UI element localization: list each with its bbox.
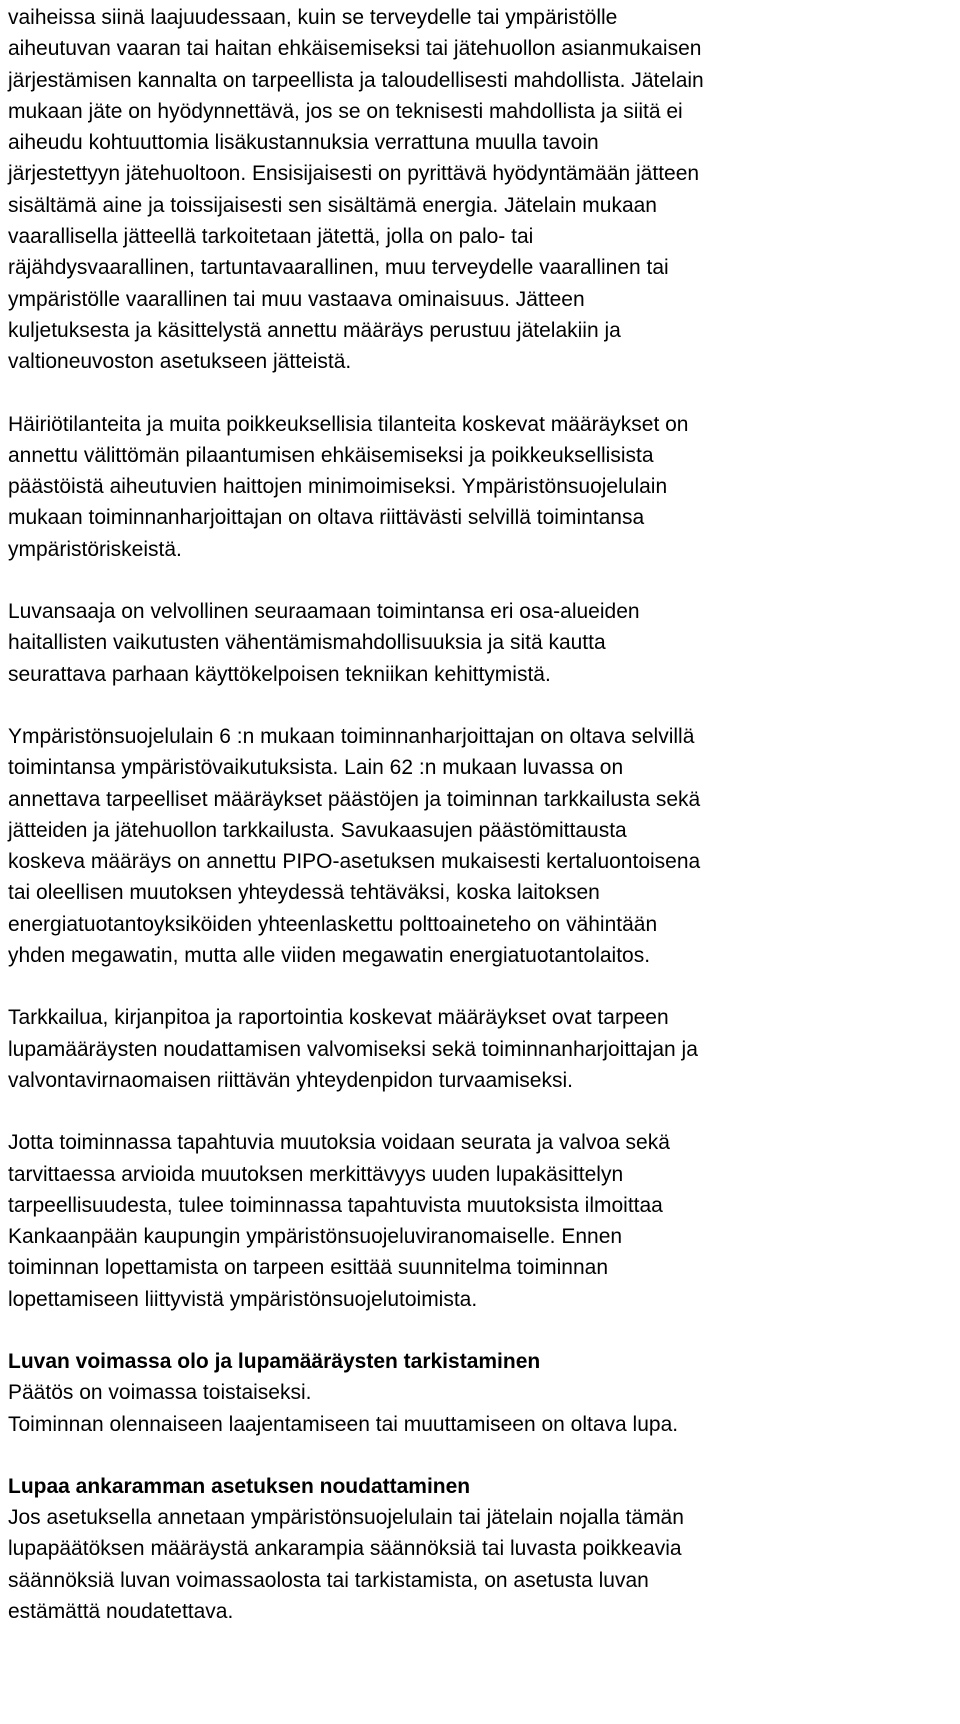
- stricter-decree-text: Jos asetuksella annetaan ympäristönsuojelulain tai jätelain nojalla tämän lupapäätöksen määräystä ankarampia säännöksiä tai luvasta poikkeavia säännöksiä luvan voimassaolosta tai tarkistamista, on asetusta luvan estämättä noudatettava.: [8, 1506, 684, 1624]
- validity-line-2: Toiminnan olennaiseen laajentamiseen tai muuttamiseen on oltava lupa.: [8, 1412, 679, 1436]
- validity-line-1: Päätös on voimassa toistaiseksi.: [8, 1381, 312, 1405]
- body-paragraph-incidents: Häiriötilanteita ja muita poikkeuksellisia tilanteita koskevat määräykset on annettu välittömän pilaantumisen ehkäisemiseksi ja poikkeuksellisista päästöistä aiheutuvien haittojen minimoimiseksi. Ympäristönsuojelulain mukaan toiminnanharjoittajan on oltava riittävästi selvillä toimintansa ympäristöriskeistä.: [8, 412, 689, 561]
- section-heading-validity: Luvan voimassa olo ja lupamääräysten tarkistaminen: [8, 1349, 541, 1373]
- section-validity: [8, 1346, 940, 1440]
- body-paragraph-monitoring: Ympäristönsuojelulain 6 :n mukaan toiminnanharjoittajan on oltava selvillä toimintansa ympäristövaikutuksista. Lain 62 :n mukaan luvassa on annettava tarpeelliset määräykset päästöjen ja toiminnan tarkkailusta sekä jätteiden ja jätehuollon tarkkailusta. Savukaasujen päästömittausta koskeva määräys on annettu PIPO-asetuksen mukaisesti kertaluontoisena tai oleellisen muutoksen yhteydessä tehtäväksi, koska laitoksen energiatuotantoyksiköiden yhteenlaskettu polttoaineteho on vähintään yhden megawatin, mutta alle viiden megawatin energiatuotantolaitos.: [8, 724, 701, 968]
- body-paragraph-best-techniques: Luvansaaja on velvollinen seuraamaan toimintansa eri osa-alueiden haitallisten vaikutusten vähentämismahdollisuuksia ja sitä kautta seurattava parhaan käyttökelpoisen tekniikan kehittymistä.: [8, 600, 640, 686]
- body-paragraph-changes: Jotta toiminnassa tapahtuvia muutoksia voidaan seurata ja valvoa sekä tarvittaessa arvioida muutoksen merkittävyys uuden lupakäsittelyn tarpeellisuudesta, tulee toiminnassa tapahtuvista muutoksista ilmoittaa Kankaanpään kaupungin ympäristönsuojeluviranomaiselle. Ennen toiminnan lopettamista on tarpeen esittää suunnitelma toiminnan lopettamiseen liittyvistä ympäristönsuojelutoimista.: [8, 1131, 670, 1311]
- section-stricter-decree: [8, 1471, 940, 1627]
- body-paragraph-waste-law: vaiheissa siinä laajuudessaan, kuin se terveydelle tai ympäristölle aiheutuvan vaaran tai haitan ehkäisemiseksi tai jätehuollon asianmukaisen järjestämisen kannalta on tarpeellista ja taloudellisesti mahdollista. Jätelain mukaan jäte on hyödynnettävä, jos se on teknisesti mahdollista ja siitä ei aiheudu kohtuuttomia lisäkustannuksia verrattuna muulla tavoin järjestettyyn jätehuoltoon. Ensisijaisesti on pyrittävä hyödyntämään jätteen sisältämä aine ja toissijaisesti sen sisältämä energia. Jätelain mukaan vaarallisella jätteellä tarkoitetaan jätettä, jolla on palo- tai räjähdysvaarallinen, tartuntavaarallinen, muu terveydelle vaarallinen tai ympäristölle vaarallinen tai muu vastaava ominaisuus. Jätteen kuljetuksesta ja käsittelystä annettu määräys perustuu jätelakiin ja valtioneuvoston asetukseen jätteistä.: [8, 6, 704, 374]
- section-heading-stricter-decree: Lupaa ankaramman asetuksen noudattaminen: [8, 1474, 471, 1498]
- body-paragraph-reporting: Tarkkailua, kirjanpitoa ja raportointia koskevat määräykset ovat tarpeen lupamääräysten noudattamisen valvomiseksi sekä toiminnanharjoittajan ja valvontavirnaomaisen riittävän yhteydenpidon turvaamiseksi.: [8, 1006, 698, 1092]
